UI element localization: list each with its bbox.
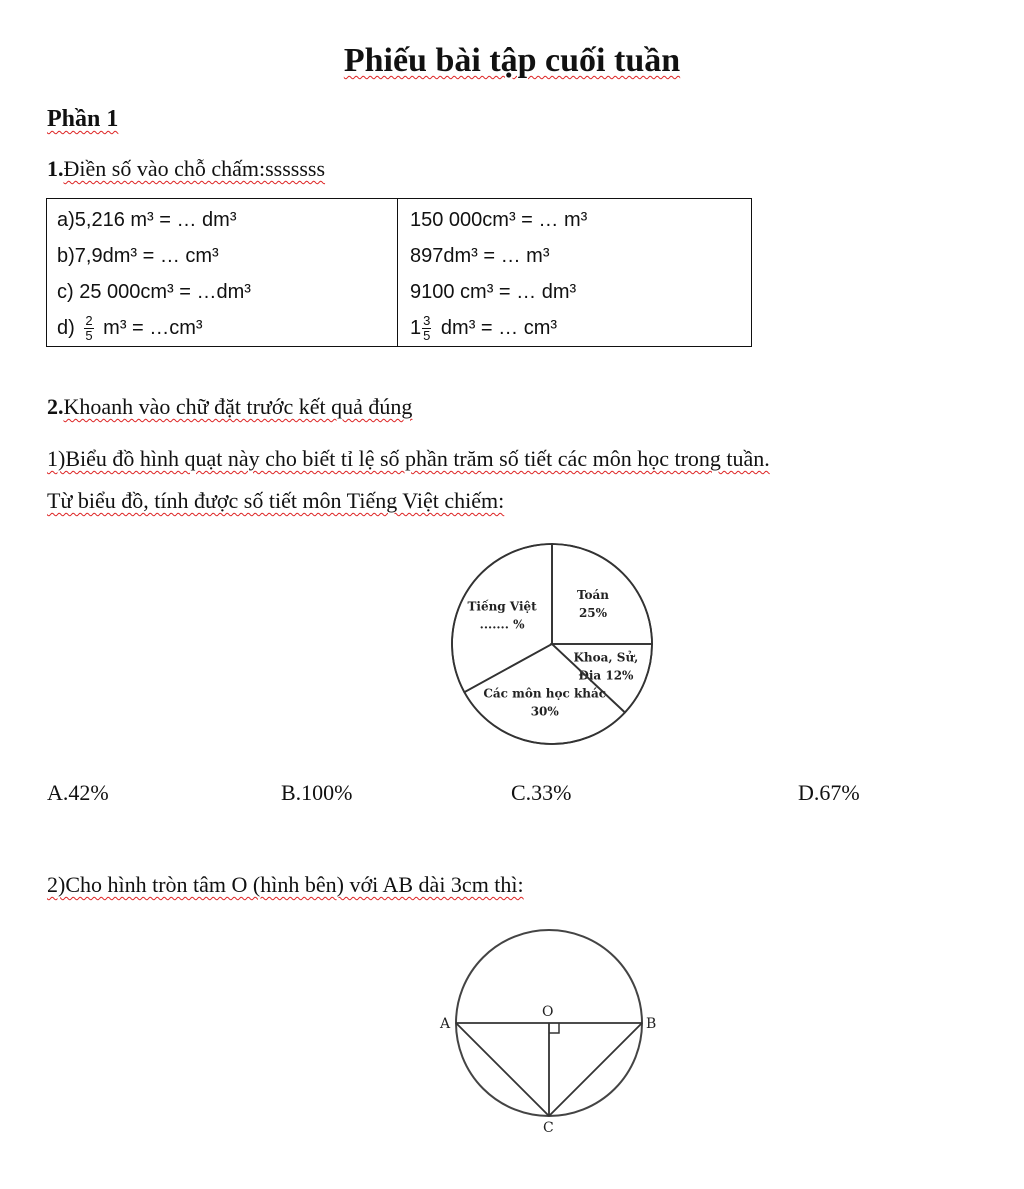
table-cell: c) 25 000cm³ = …dm³ [47,274,398,310]
table-row [47,310,752,347]
label-a: A [440,1016,451,1032]
pie-group [452,544,652,744]
pie-chart [448,538,668,753]
pie-slice-label: Khoa, Sử, [573,650,639,665]
fraction-denominator: 5 [85,327,93,343]
table-row [47,238,752,274]
question-2-number: 2. [47,394,64,419]
question-2-1-line: 1)Biểu đồ hình quạt này cho biết tỉ lệ số phần trăm số tiết các môn học trong tuần. [47,446,770,471]
fraction [422,314,431,343]
pie-slice-label: 30% [530,704,559,719]
choice-b[interactable]: B.100% [281,780,353,805]
pie-slice-label: Toán [576,587,610,602]
fraction-denominator: 5 [423,327,431,343]
pie-slice-label: Các môn học khác [483,686,607,701]
row-expression: m³ = …cm³ [103,316,203,339]
table-cell: 9100 cm³ = … dm³ [398,274,752,310]
question-2-1-text [47,438,977,522]
table-cell: 897dm³ = … m³ [398,238,752,274]
chord-ac [456,1023,549,1116]
pie-slice-label: 25% [578,605,608,620]
part-heading: Phần 1 [47,106,119,132]
question-2-heading [47,394,412,420]
question-2-instruction: Khoanh vào chữ đặt trước kết quả đúng [63,394,413,419]
pie-slice-label: Địa 12% [578,668,634,683]
choice-d[interactable]: D.67% [798,780,860,805]
question-1-number: 1. [47,156,64,181]
pie-slice-label: ....... % [479,617,525,632]
table-cell: b)7,9dm³ = … cm³ [47,238,398,274]
fraction-numerator: 3 [423,312,431,328]
table-cell [47,310,398,347]
table-cell: a)5,216 m³ = … dm³ [47,199,398,239]
circle-figure [434,922,664,1140]
row-expression: dm³ = … cm³ [440,316,558,339]
row-prefix: d) [57,316,75,339]
fraction [84,314,93,343]
conversion-table [46,198,752,347]
table-row [47,274,752,310]
question-2-1-line: Từ biểu đồ, tính được số tiết môn Tiếng Việt chiếm: [47,488,505,513]
label-c: C [543,1120,554,1136]
page-title: Phiếu bài tập cuối tuần [343,42,681,79]
chord-bc [549,1023,642,1116]
label-o: O [542,1004,554,1020]
question-1-instruction: Điền số vào chỗ chấm:sssssss [63,156,326,181]
right-angle-mark [549,1023,559,1033]
table-cell [398,310,752,347]
mixed-number-whole: 1 [410,316,422,339]
choice-a[interactable]: A.42% [47,780,109,805]
label-b: B [646,1016,657,1032]
question-1-heading [47,156,325,182]
table-row [47,199,752,239]
fraction-numerator: 2 [85,312,93,328]
question-2-2-text: 2)Cho hình tròn tâm O (hình bên) với AB dài 3cm thì: [47,872,524,897]
pie-slice-label: Tiếng Việt [467,599,537,614]
choice-c[interactable]: C.33% [511,780,572,805]
table-cell: 150 000cm³ = … m³ [398,199,752,239]
